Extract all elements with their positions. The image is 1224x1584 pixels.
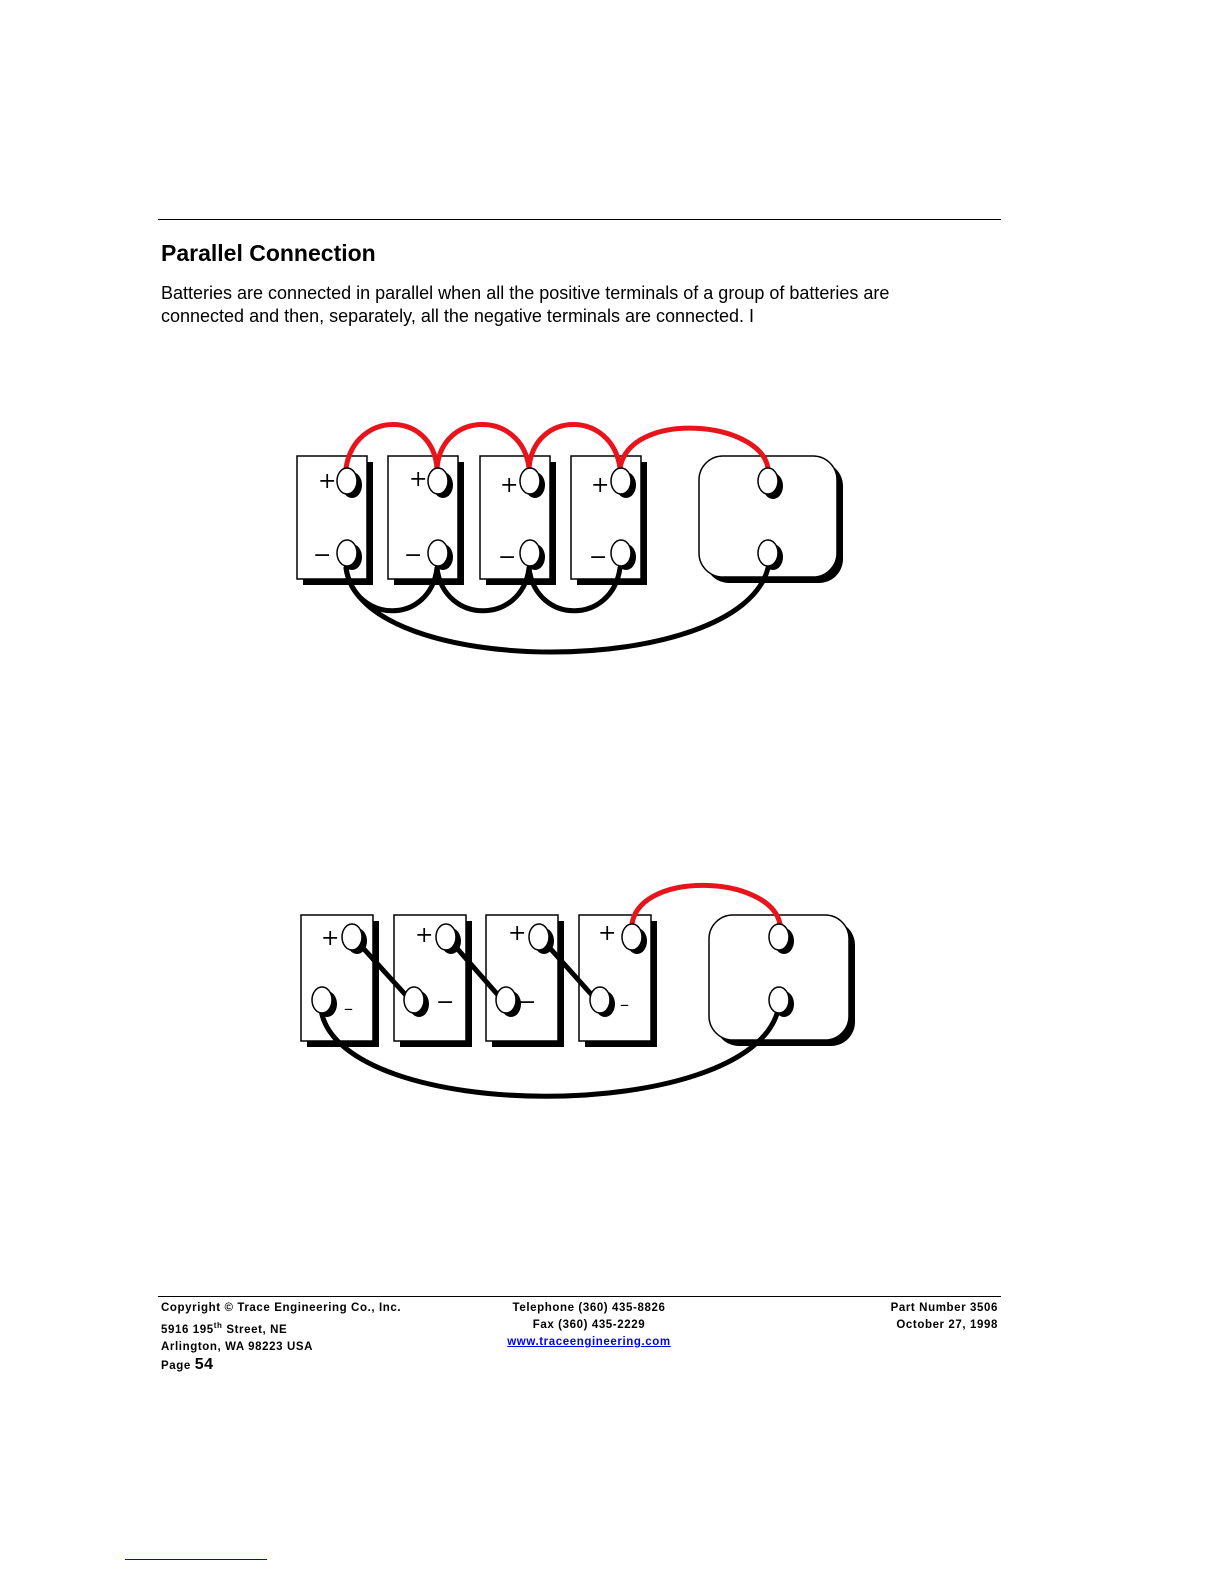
part-number: Part Number 3506 [890,1302,998,1314]
svg-text:–: – [344,998,353,1019]
svg-text:+: + [508,921,527,946]
svg-text:−: − [589,545,608,570]
fax: Fax (360) 435-2229 [532,1319,646,1331]
date: October 27, 1998 [896,1319,998,1331]
bottom-link-underline [125,1559,267,1560]
battery-1 [301,915,379,1047]
footer-left [161,1300,401,1375]
svg-text:–: – [620,994,629,1015]
footer-center [490,1300,688,1351]
svg-text:+: + [598,921,617,946]
svg-text:−: − [404,543,423,568]
website-link[interactable]: www.traceengineering.com [507,1336,671,1348]
page-indicator: Page 54 [161,1355,214,1373]
copyright: Copyright © Trace Engineering Co., Inc. [161,1302,402,1314]
footer-right [840,1300,998,1334]
svg-text:−: − [498,545,517,570]
series-diagram-bottom [0,870,1224,1110]
svg-text:+: + [591,473,610,498]
header-rule [158,219,1001,220]
svg-text:+: + [415,923,434,948]
section-title: Parallel Connection [161,240,376,266]
svg-text:+: + [321,926,340,951]
telephone: Telephone (360) 435-8826 [512,1302,666,1314]
parallel-diagram-top [0,410,1224,710]
city: Arlington, WA 98223 USA [161,1340,314,1353]
svg-text:−: − [313,543,332,568]
svg-text:+: + [500,473,519,498]
svg-text:+: + [409,467,428,492]
street-address: 5916 195th Street, NE [161,1321,288,1336]
page-number: 54 [194,1355,214,1373]
svg-text:+: + [318,469,337,494]
footer-rule [158,1296,1001,1297]
svg-text:−: − [518,990,537,1015]
svg-text:−: − [436,990,455,1015]
body-paragraph: Batteries are connected in parallel when all the positive terminals of a group of batteries are connected and then, separately, all the negative terminals are connected. I [161,283,890,326]
